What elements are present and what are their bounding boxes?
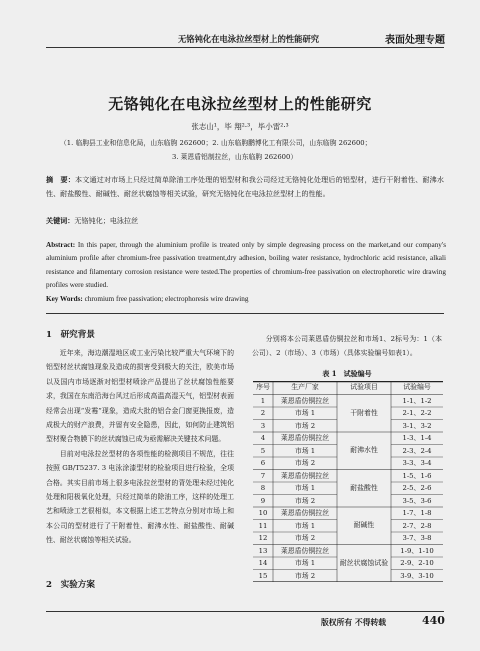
- table-cell-code: 3-3、3-4: [402, 459, 432, 467]
- table-header-cell: 试验编号: [403, 383, 431, 391]
- table-cell-code: 3-5、3-6: [402, 496, 432, 505]
- table-cell-maker: 市场 2: [294, 534, 316, 542]
- table-cell-maker: 市场 2: [294, 421, 316, 430]
- table-cell-code: 1-1、1-2: [402, 396, 432, 405]
- copyright-notice: 版权所有 不得转载: [321, 618, 387, 627]
- abstract-divider: [46, 313, 444, 314]
- table-cell-maker: 市场 1: [294, 484, 316, 492]
- table-cell-test-item: 耐碱性: [353, 521, 375, 530]
- table-cell-code: 2-9、2-10: [400, 559, 434, 567]
- table-cell-code: 2-1、2-2: [402, 409, 432, 417]
- table-cell-maker: 莱恩盾仿铜拉丝: [280, 546, 330, 555]
- table-cell-index: 1: [260, 396, 266, 405]
- keywords-en-text: chromium free passivation; electrophoresis wire drawing: [84, 295, 249, 303]
- section-1-body: [46, 346, 234, 548]
- table-cell-code: 3-1、3-2: [402, 421, 432, 430]
- keywords-cn-text: 无铬钝化；电泳拉丝: [74, 216, 139, 225]
- table-cell-maker: 莱恩盾仿铜拉丝: [280, 471, 330, 480]
- abstract-cn-label: 摘 要：: [46, 175, 75, 184]
- table-header-cell: 序号: [256, 383, 270, 391]
- affiliation-line-2: 3. 莱恩盾铝制拉丝，山东临朐 262600）: [172, 153, 298, 161]
- keywords-cn-label: 关键词：: [46, 216, 75, 225]
- table-cell-maker: 市场 1: [294, 409, 316, 417]
- table-cell-index: 9: [260, 496, 266, 505]
- table-cell-index: 3: [260, 421, 266, 430]
- table-cell-test-item: 耐丝状腐蚀试验: [339, 558, 389, 567]
- table-cell-index: 7: [260, 471, 266, 480]
- page-number: 440: [422, 614, 445, 627]
- running-title: 无铬钝化在电泳拉丝型材上的性能研究: [178, 34, 320, 44]
- table-header-cell: 生产厂家: [291, 383, 319, 391]
- author-list: 张志山¹，毕 翔²·³，毕小雷²·³: [191, 122, 289, 131]
- table-cell-code: 3-9、3-10: [400, 571, 434, 580]
- table-cell-code: 2-7、2-8: [402, 521, 432, 530]
- section-2-heading: 2 实验方案: [46, 580, 95, 590]
- table-cell-maker: 市场 2: [294, 571, 316, 580]
- table-cell-test-item: 耐沸水性: [350, 446, 378, 455]
- abstract-en-label: Abstract:: [46, 241, 76, 249]
- table-cell-code: 1-5、1-6: [402, 471, 432, 480]
- table-cell-code: 1-3、1-4: [402, 434, 432, 442]
- table-cell-index: 13: [258, 546, 268, 555]
- table-header-cell: 试验项目: [350, 383, 378, 391]
- article-title: 无铬钝化在电泳拉丝型材上的性能研究: [108, 95, 372, 113]
- table-cell-maker: 莱恩盾仿铜拉丝: [280, 396, 330, 405]
- section-1-paragraph-2: 目前对电泳拉丝型材的各项性能的检测项目不规范，往往按照 GB/T5237. 3 电泳涂漆型材的检验项目进行检验，全项合格。其实目前市场上很多电泳拉丝型材的背处理未经过钝化处理和阳极氧化处理，只经过简单的除油工序，这样的处理工艺和喷涂工艺很相似，本文根据上述工艺特点分别对市场上和本公司的型材进行了干附着性、耐沸水性、耐盐酸性、耐碱性、耐丝状腐蚀等相关试验。: [46, 449, 234, 545]
- table-cell-maker: 市场 2: [294, 459, 316, 467]
- table-cell-maker: 市场 2: [294, 496, 316, 505]
- table-cell-test-item: 耐盐酸性: [350, 483, 378, 492]
- footer-rule: [46, 611, 444, 612]
- abstract-cn: [46, 173, 444, 201]
- table-cell-index: 11: [258, 521, 268, 530]
- table-cell-maker: 莱恩盾仿铜拉丝: [280, 509, 330, 517]
- keywords-en: [46, 295, 248, 303]
- table-cell-index: 4: [260, 434, 266, 442]
- abstract-en: [46, 239, 446, 292]
- table-cell-index: 10: [258, 509, 268, 517]
- table-1: [253, 381, 443, 582]
- keywords-cn: [46, 216, 138, 226]
- table-cell-maker: 市场 1: [294, 446, 316, 455]
- section-tag: 表面处理专题: [385, 35, 445, 46]
- table-cell-code: 2-3、2-4: [402, 446, 432, 455]
- section-2-body: [252, 332, 442, 361]
- table-cell-code: 2-5、2-6: [402, 484, 432, 492]
- section-2-paragraph-1: 分别将本公司莱恩盾仿铜拉丝和市场1、2标号为：1（本公司）、2（市场）、3（市场）（具体实验编号如表1）。: [252, 335, 442, 358]
- table-cell-maker: 莱恩盾仿铜拉丝: [280, 434, 330, 442]
- table-cell-index: 6: [260, 459, 266, 467]
- table-cell-code: 3-7、3-8: [402, 534, 432, 542]
- table-cell-code: 1-9、1-10: [400, 546, 434, 555]
- table-cell-code: 1-7、1-8: [402, 509, 432, 517]
- table-cell-index: 8: [260, 484, 266, 492]
- table-cell-index: 5: [260, 446, 266, 455]
- section-1-paragraph-1: 近年来，海边潮湿地区或工业污染比较严重大气环境下的铝型材丝状腐蚀现象及造成的损害受到极大的关注，欧美市场以及国内市场逐渐对铝型材喷涂产品提出了丝状腐蚀性能要求，我国在东南沿海台风过后形成高温高湿天气，铝型材表面经常会出现“发霉”现象，造成大批的铝合金门窗更换报废，造成极大的财产浪费，并留有安全隐患，因此，如何防止建筑铝型材聚合物膜下的丝状腐蚀已成为亟需解决关键技术问题。: [46, 349, 234, 444]
- header-rule: [46, 47, 444, 48]
- table-cell-index: 15: [258, 571, 268, 580]
- table-cell-maker: 市场 1: [294, 521, 316, 530]
- keywords-en-label: Key Words:: [46, 295, 83, 303]
- affiliation-line-1: （1. 临朐县工业和信息化局，山东临朐 262600；2. 山东临朐鹏博化工有限公司，山东临朐 262600；: [60, 139, 372, 147]
- table-cell-index: 2: [260, 409, 266, 417]
- table-1-caption: 表 1 试验编号: [322, 369, 372, 378]
- table-cell-index: 14: [258, 559, 268, 567]
- abstract-en-text: In this paper, through the aluminium profile is treated only by simple degreasing process on the market,and our company's aluminium profile after chromium-free passivation treatment,dry adhesion, boiling water resistance, hydrochloric acid resistance, alkali resistance and filamentary corrosion resistance were tested.The properties of chromium-free passivation on electrophoretic wire drawing profiles were studied.: [46, 241, 446, 289]
- abstract-cn-text: 本文通过对市场上只经过简单除油工序处理的铝型材和我公司经过无铬钝化处理后的铝型材，进行干附着性、耐沸水性、耐盐酸性、耐碱性、耐丝状腐蚀等相关试验，研究无铬钝化在电泳拉丝型材上的性能。: [46, 175, 445, 199]
- section-1-heading: 1 研究背景: [46, 330, 95, 340]
- table-cell-maker: 市场 1: [294, 559, 316, 567]
- table-cell-index: 12: [258, 534, 268, 542]
- table-cell-test-item: 干附着性: [350, 408, 378, 417]
